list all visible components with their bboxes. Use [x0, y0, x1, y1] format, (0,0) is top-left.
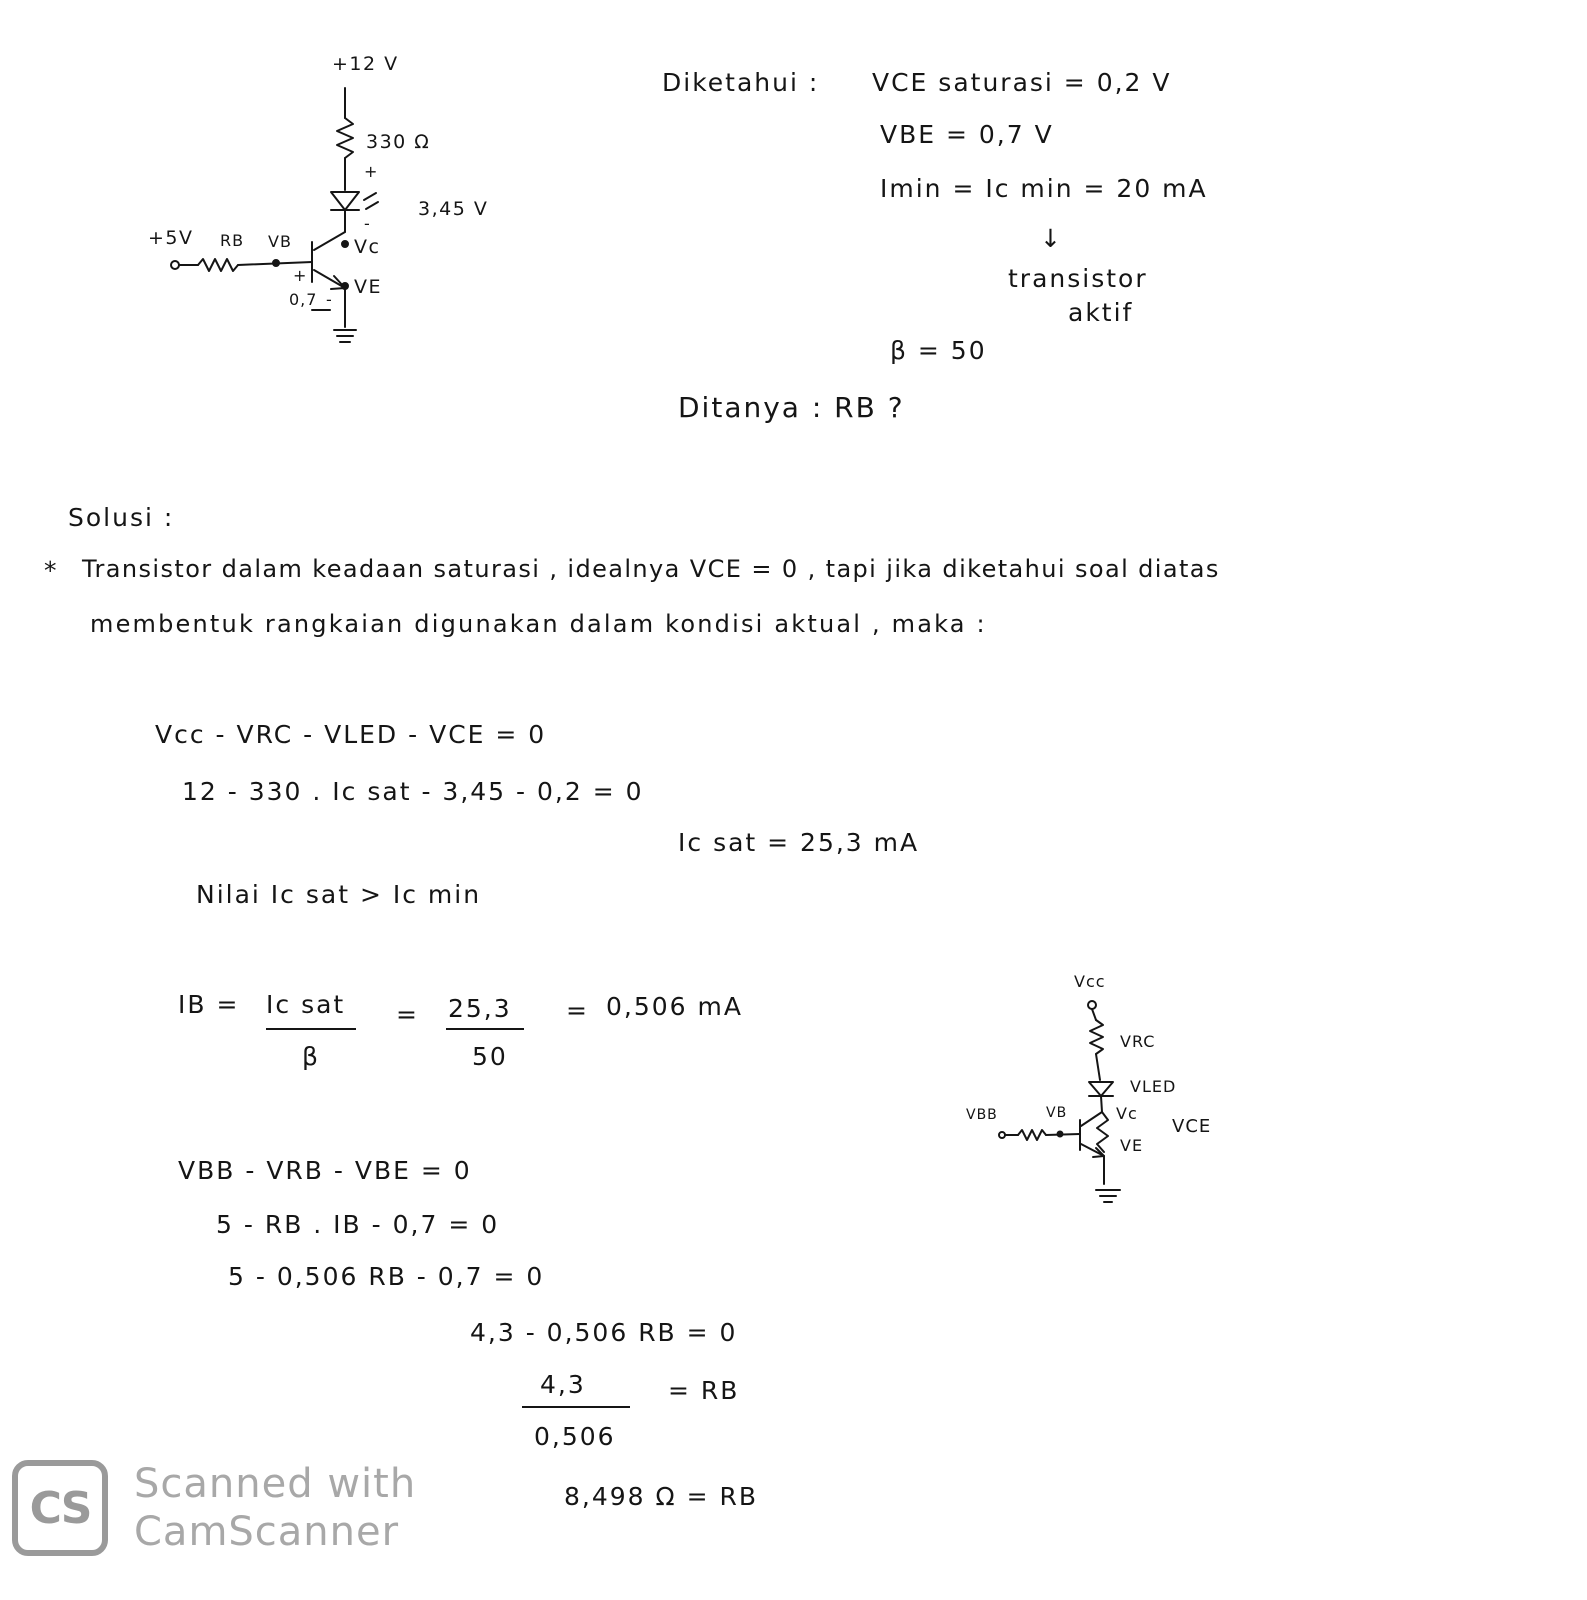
base-current-eq-a: = — [396, 1000, 419, 1029]
vbe-plus-label: + — [293, 266, 308, 285]
base-resistor-2 — [1018, 1130, 1046, 1140]
solution-paragraph-line1: Transistor dalam keadaan saturasi , idealnya VCE = 0 , tapi jika diketahui soal diatas — [82, 555, 1220, 583]
base-source-label: +5V — [148, 227, 194, 249]
vbe-value-label: 0,7 — [289, 290, 318, 309]
collector-resistor-label: 330 Ω — [366, 131, 431, 153]
led-plus-label: + — [364, 162, 379, 181]
kvl-base-eq1: VBB - VRB - VBE = 0 — [178, 1156, 472, 1185]
led-collector-wire-2 — [1101, 1096, 1102, 1112]
collector-lead-2 — [1081, 1112, 1102, 1126]
vcc-terminal — [1088, 1001, 1096, 1009]
emitter-node-label: VE — [354, 276, 383, 298]
circuit2-vb-label: VB — [1046, 1105, 1068, 1121]
kvl-base-final: 8,498 Ω = RB — [564, 1482, 758, 1511]
kvl-collector-eq2: 12 - 330 . Ic sat - 3,45 - 0,2 = 0 — [182, 777, 644, 806]
known-vce-sat: VCE saturasi = 0,2 V — [872, 68, 1172, 97]
circuit2-vled-label: VLED — [1130, 1077, 1177, 1096]
solution-label: Solusi : — [68, 503, 175, 532]
vbe-minus-label: - — [326, 290, 333, 309]
vcc-wire — [1092, 1009, 1096, 1020]
vce-measure-zigzag — [1097, 1112, 1108, 1152]
kvl-collector-result: Ic sat = 25,3 mA — [678, 828, 920, 857]
base-resistor-label: RB — [220, 231, 245, 250]
known-note-aktif: aktif — [1068, 298, 1134, 327]
supply-voltage-label: +12 V — [332, 53, 399, 75]
base-current-result: 0,506 mA — [606, 992, 743, 1021]
kvl-base-eq2: 5 - RB . IB - 0,7 = 0 — [216, 1210, 500, 1239]
known-vbe: VBE = 0,7 V — [880, 120, 1054, 149]
watermark-line1: Scanned with — [134, 1461, 417, 1507]
base-node-label: VB — [268, 232, 292, 251]
known-note-transistor: transistor — [1008, 264, 1148, 293]
solution-paragraph-line2: membentuk rangkaian digunakan dalam kondisi aktual , maka : — [90, 610, 987, 638]
kvl-collector-compare: Nilai Ic sat > Ic min — [196, 880, 482, 909]
known-beta: β = 50 — [890, 336, 987, 365]
led-minus-label: - — [364, 214, 371, 233]
asked-label: Ditanya : RB ? — [678, 391, 905, 424]
kvl-collector-eq1: Vcc - VRC - VLED - VCE = 0 — [155, 720, 547, 749]
base-current-num1: Ic sat — [266, 990, 346, 1019]
collector-resistor-2 — [1090, 1020, 1103, 1054]
kvl-base-eq4: 4,3 - 0,506 RB = 0 — [470, 1318, 738, 1347]
circuit2-vbb-label: VBB — [966, 1107, 998, 1123]
kvl-base-frac-num: 4,3 — [540, 1370, 586, 1399]
known-label: Diketahui : — [662, 68, 820, 97]
led-icon-2 — [1089, 1082, 1113, 1096]
circuit2-vrc-label: VRC — [1120, 1032, 1156, 1051]
resistor-led-wire-2 — [1096, 1054, 1100, 1080]
watermark-line2: CamScanner — [134, 1509, 400, 1555]
vb-node-dot — [1058, 1132, 1063, 1137]
kvl-base-eq3: 5 - 0,506 RB - 0,7 = 0 — [228, 1262, 545, 1291]
camscanner-logo: CS — [12, 1460, 108, 1556]
emitter-lead-2 — [1081, 1144, 1104, 1156]
fraction-bar-3 — [522, 1406, 630, 1408]
led-voltage-label: 3,45 V — [418, 198, 489, 220]
collector-node-label: Vc — [354, 236, 381, 258]
base-current-num2: 25,3 — [448, 994, 512, 1023]
bullet-icon: * — [44, 556, 59, 585]
circuit2-vc-label: Vc — [1116, 1104, 1138, 1123]
known-imin: Imin = Ic min = 20 mA — [880, 174, 1208, 203]
base-current-lhs: IB = — [178, 990, 240, 1019]
base-current-eq-b: = — [566, 996, 589, 1025]
down-arrow-icon: ↓ — [1040, 224, 1063, 253]
base-current-den2: 50 — [472, 1042, 508, 1071]
circuit2-vcc-label: Vcc — [1074, 972, 1106, 991]
base-current-den1: β — [302, 1042, 320, 1071]
kvl-base-frac-rhs: = RB — [668, 1376, 740, 1405]
circuit2-vce-label: VCE — [1172, 1116, 1212, 1137]
kvl-base-frac-den: 0,506 — [534, 1422, 616, 1451]
circuit2-ve-label: VE — [1120, 1136, 1144, 1155]
